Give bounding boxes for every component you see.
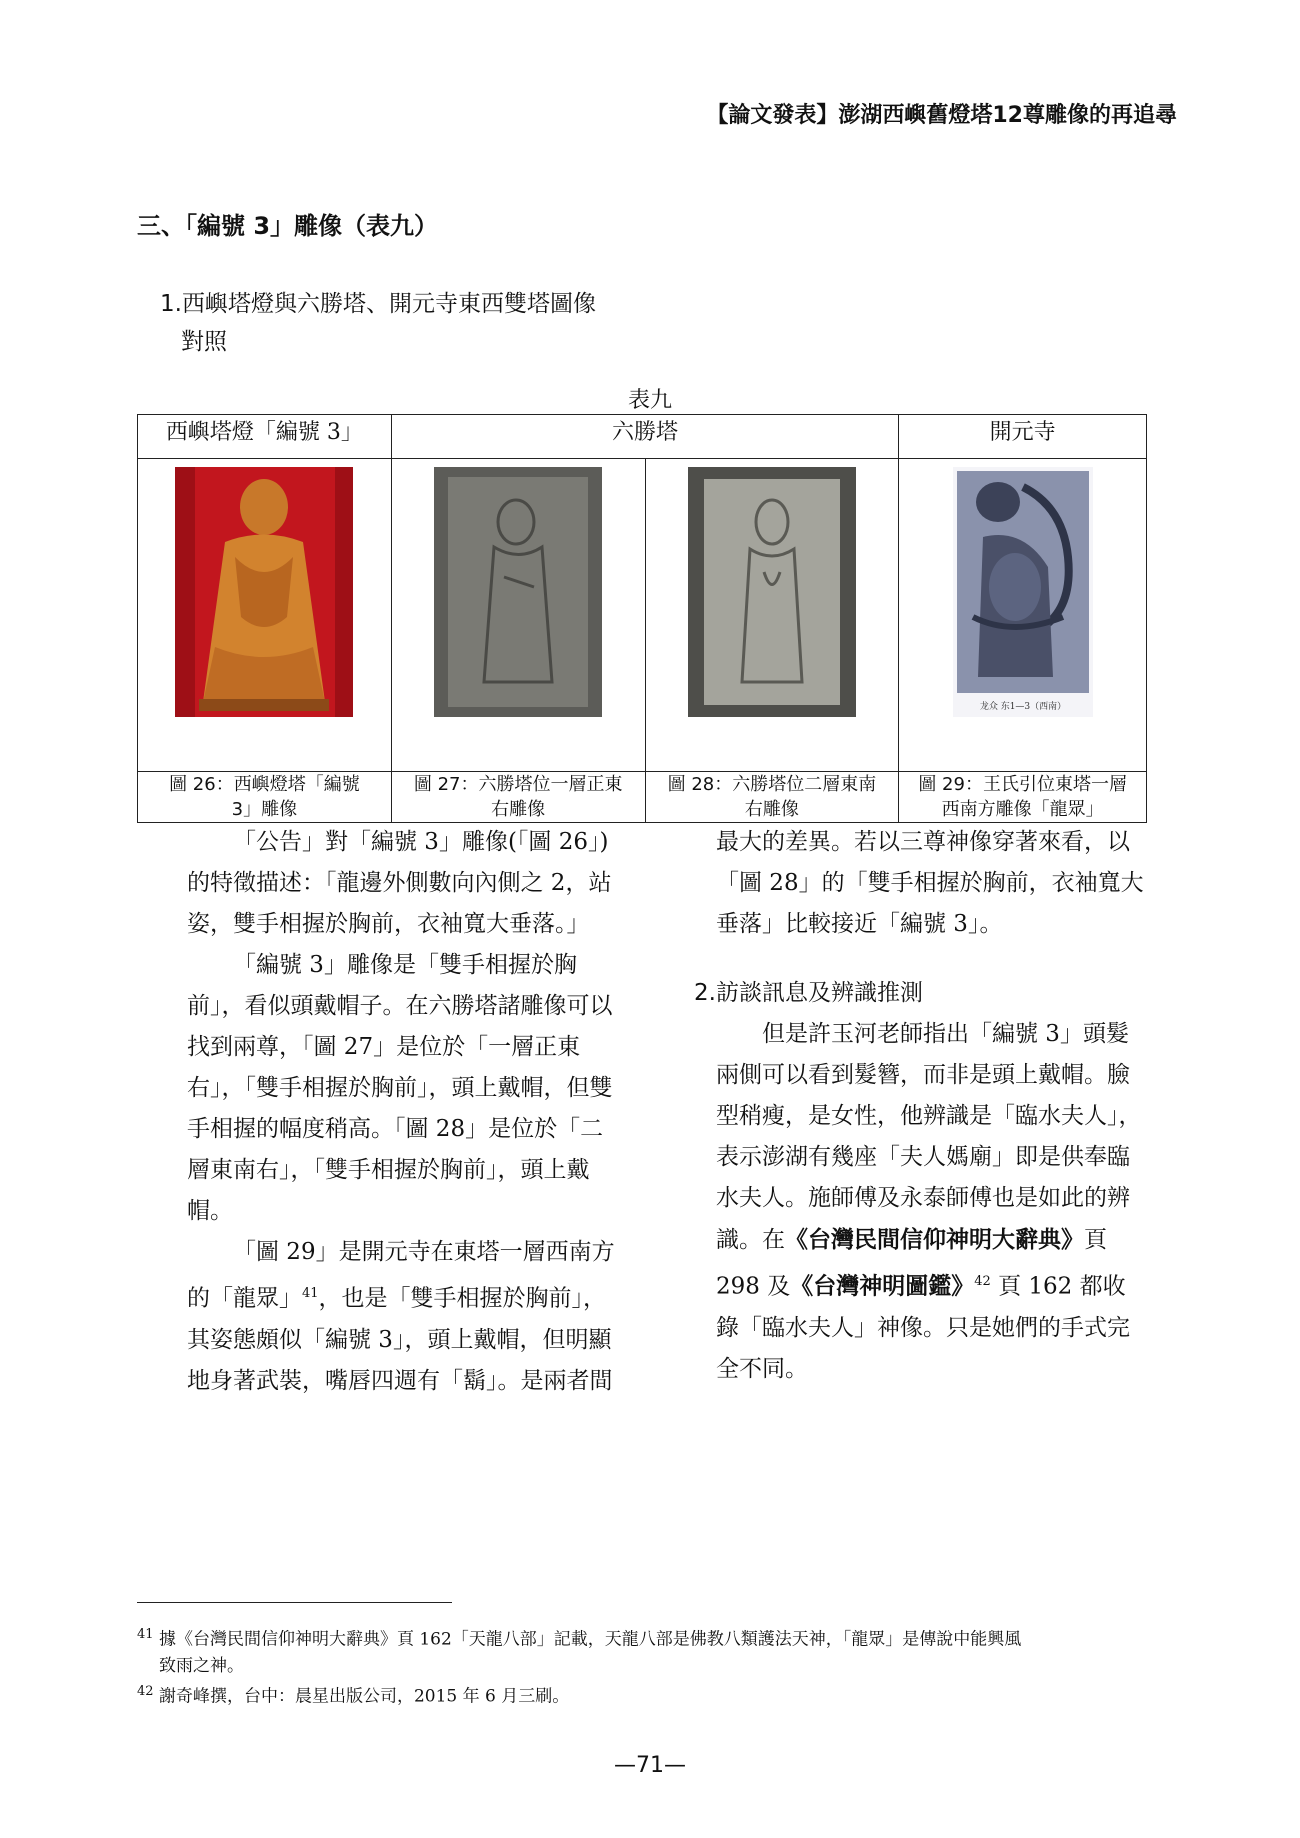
section-title: 三、「編號 3」雕像（表九） <box>137 212 439 240</box>
footnote-42 <box>137 1679 1152 1710</box>
figure-29-image <box>953 467 1093 717</box>
right-column <box>694 822 1146 1390</box>
footnote-ref-41[interactable]: 41 <box>302 1286 319 1301</box>
footnote-41-continued: 致雨之神。 <box>159 1655 244 1676</box>
table-header-row <box>138 415 1147 459</box>
left-paragraph-3b: ，也是「雙手相握於胸前」，其姿態頗似「編號 3」，頭上戴帽，但明顯地身著武裝，嘴唇四週有「鬍」。是兩者間 <box>187 1285 613 1394</box>
figure-29-inscription: 龙众 东1—3（西南） <box>979 702 1066 712</box>
figure-27-caption-line2: 右雕像 <box>491 799 546 820</box>
figure-28-caption <box>645 772 899 823</box>
left-column <box>187 822 617 1402</box>
right-paragraph-2b: 頁 298 及 <box>716 1227 1107 1300</box>
figure-27-caption <box>391 772 645 823</box>
footnotes <box>137 1622 1152 1709</box>
table-image-row <box>138 459 1147 772</box>
subheading-line2: 對照 <box>181 329 227 355</box>
figure-26-image <box>175 467 353 717</box>
figure-26-cell <box>138 459 392 772</box>
table-caption-row <box>138 772 1147 823</box>
header-xiyu: 西嶼塔燈「編號 3」 <box>138 415 392 459</box>
subheading <box>160 285 596 361</box>
left-paragraph-1: 「公告」對「編號 3」雕像(「圖 26」)的特徵描述：「龍邊外側數向內側之 2，站姿，雙手相握於胸前，衣袖寬大垂落。」 <box>187 829 612 937</box>
footnote-42-text: 謝奇峰撰，台中：晨星出版公司，2015 年 6 月三刷。 <box>158 1686 570 1707</box>
figure-26-caption-line1: 圖 26：西嶼燈塔「編號 <box>169 774 360 795</box>
footnote-42-number: 42 <box>137 1683 154 1699</box>
figure-28-image <box>688 467 856 717</box>
figure-28-caption-line1: 圖 28：六勝塔位二層東南 <box>667 774 877 795</box>
footnote-ref-42[interactable]: 42 <box>974 1274 991 1289</box>
comparison-table <box>137 414 1147 823</box>
figure-28-caption-line2: 右雕像 <box>744 799 799 820</box>
figure-28-cell <box>645 459 899 772</box>
figure-26-caption <box>138 772 392 823</box>
footnote-41 <box>137 1622 1152 1653</box>
header-kaiyuan: 開元寺 <box>899 415 1147 459</box>
footnote-rule <box>137 1602 452 1603</box>
figure-29-caption-line2: 西南方雕像「龍眾」 <box>941 799 1104 820</box>
left-paragraph-3 <box>187 1232 617 1402</box>
figure-29-caption <box>899 772 1147 823</box>
figure-27-image <box>434 467 602 717</box>
right-paragraph-2 <box>716 1014 1146 1390</box>
header-liusheng: 六勝塔 <box>391 415 899 459</box>
table-caption: 表九 <box>627 388 672 413</box>
left-paragraph-3a: 「圖 29」是開元寺在東塔一層西南方的「龍眾」 <box>187 1239 615 1312</box>
book-title-dictionary: 《台灣民間信仰神明大辭典》 <box>785 1226 1084 1253</box>
right-paragraph-2c: 頁 162 都收錄「臨水夫人」神像。只是她們的手式完全不同。 <box>716 1273 1130 1382</box>
right-paragraph-2a: 但是許玉河老師指出「編號 3」頭髮兩側可以看到髮簪，而非是頭上戴帽。臉型稍瘦，是女性，他辨識是「臨水夫人」，表示澎湖有幾座「夫人媽廟」即是供奉臨水夫人。施師傅及永泰師傅也是如此的辨識。在 <box>716 1021 1142 1253</box>
book-title-atlas: 《台灣神明圖鑑》 <box>790 1272 975 1300</box>
left-paragraph-2: 「編號 3」雕像是「雙手相握於胸前」，看似頭戴帽子。在六勝塔諸雕像可以找到兩尊，「圖 27」是位於「一層正東右」，「雙手相握於胸前」，頭上戴帽，但雙手相握的幅度稍高。「圖 28」是位於「二層東南右」，「雙手相握於胸前」，頭上戴帽。 <box>187 952 613 1224</box>
figure-26-caption-line2: 3」雕像 <box>231 799 298 820</box>
running-head: 【論文發表】澎湖西嶼舊燈塔12尊雕像的再追尋 <box>706 103 1177 128</box>
figure-29-cell <box>899 459 1147 772</box>
right-paragraph-1: 最大的差異。若以三尊神像穿著來看，以「圖 28」的「雙手相握於胸前，衣袖寬大垂落」比較接近「編號 3」。 <box>716 829 1144 937</box>
subheading-line1: 1.西嶼塔燈與六勝塔、開元寺東西雙塔圖像 <box>160 291 596 317</box>
figure-27-cell <box>391 459 645 772</box>
footnote-41-number: 41 <box>137 1627 154 1642</box>
footnote-41-text: 據《台灣民間信仰神明大辭典》頁 162「天龍八部」記載，天龍八部是佛教八類護法天神，「龍眾」是傳說中能興風 <box>158 1629 1022 1650</box>
right-subheading: 2.訪談訊息及辨識推測 <box>694 980 923 1006</box>
figure-29-caption-line1: 圖 29：王氏引位東塔一層 <box>918 774 1127 795</box>
figure-27-caption-line1: 圖 27：六勝塔位一層正東 <box>413 774 623 795</box>
page-number: —71— <box>614 1753 686 1778</box>
